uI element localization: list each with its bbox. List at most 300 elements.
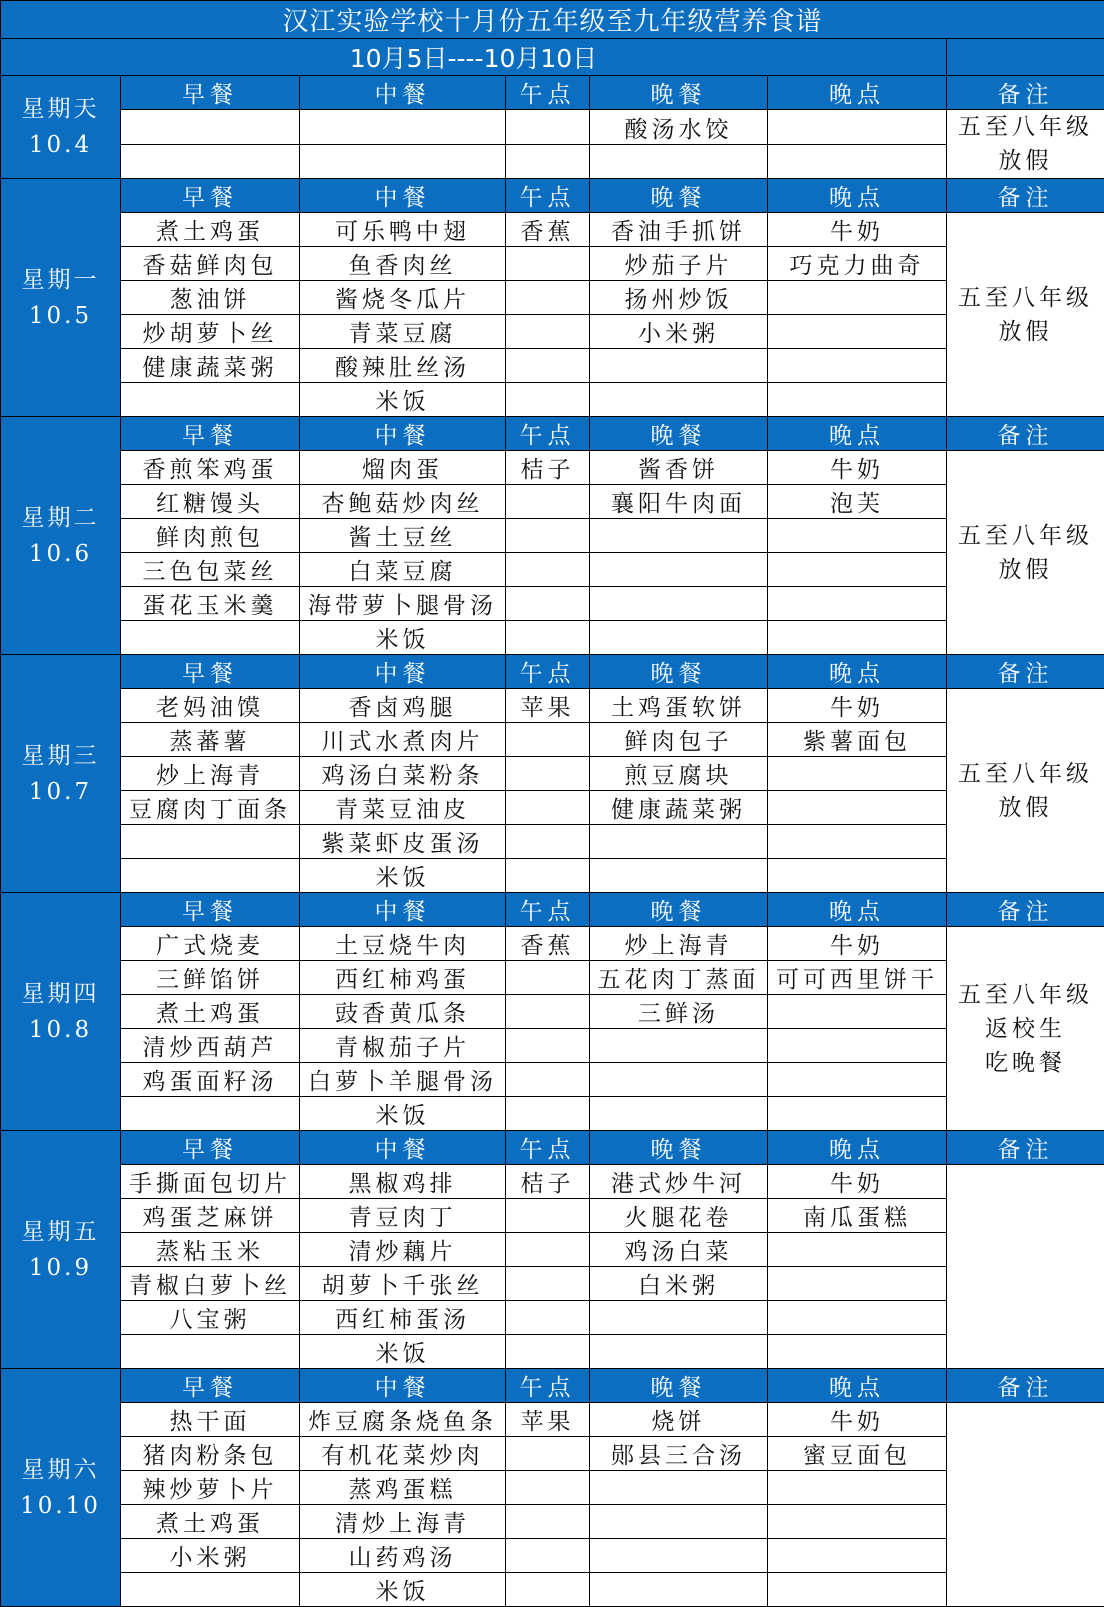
column-header: 中餐 bbox=[300, 1131, 506, 1165]
note-cell bbox=[947, 927, 1104, 1131]
menu-row bbox=[1, 1539, 1104, 1573]
day-header-row bbox=[1, 1369, 1104, 1403]
breakfast-cell: 炒上海青 bbox=[121, 757, 300, 791]
column-header: 中餐 bbox=[300, 1369, 506, 1403]
lunch-cell: 清炒上海青 bbox=[300, 1505, 506, 1539]
breakfast-cell: 蛋花玉米羹 bbox=[121, 587, 300, 621]
night-snack-cell bbox=[768, 281, 947, 315]
breakfast-cell bbox=[121, 621, 300, 655]
noon-snack-cell bbox=[506, 825, 590, 859]
menu-row bbox=[1, 689, 1104, 723]
day-header-row bbox=[1, 179, 1104, 213]
day-date: 10.10 bbox=[1, 1488, 120, 1524]
menu-row bbox=[1, 927, 1104, 961]
night-snack-cell bbox=[768, 383, 947, 417]
column-header: 晚餐 bbox=[590, 179, 768, 213]
weekday: 星期天 bbox=[1, 91, 120, 127]
breakfast-cell: 炒胡萝卜丝 bbox=[121, 315, 300, 349]
column-header: 午点 bbox=[506, 893, 590, 927]
noon-snack-cell bbox=[506, 383, 590, 417]
column-header: 备注 bbox=[947, 417, 1104, 451]
breakfast-cell bbox=[121, 1335, 300, 1369]
column-header: 早餐 bbox=[121, 76, 300, 110]
noon-snack-cell bbox=[506, 1029, 590, 1063]
breakfast-cell: 葱油饼 bbox=[121, 281, 300, 315]
lunch-cell: 杏鲍菇炒肉丝 bbox=[300, 485, 506, 519]
dinner-cell: 酱香饼 bbox=[590, 451, 768, 485]
menu-row bbox=[1, 383, 1104, 417]
menu-row bbox=[1, 1199, 1104, 1233]
column-header: 备注 bbox=[947, 1369, 1104, 1403]
column-header: 早餐 bbox=[121, 1369, 300, 1403]
menu-row bbox=[1, 213, 1104, 247]
dinner-cell: 襄阳牛肉面 bbox=[590, 485, 768, 519]
column-header: 晚点 bbox=[768, 655, 947, 689]
column-header: 中餐 bbox=[300, 179, 506, 213]
menu-row bbox=[1, 1029, 1104, 1063]
dinner-cell: 烧饼 bbox=[590, 1403, 768, 1437]
dinner-cell: 煎豆腐块 bbox=[590, 757, 768, 791]
column-header: 备注 bbox=[947, 76, 1104, 110]
day-header-row bbox=[1, 893, 1104, 927]
noon-snack-cell bbox=[506, 281, 590, 315]
lunch-cell: 白菜豆腐 bbox=[300, 553, 506, 587]
breakfast-cell: 鸡蛋芝麻饼 bbox=[121, 1199, 300, 1233]
day-label bbox=[1, 179, 121, 417]
lunch-cell: 炸豆腐条烧鱼条 bbox=[300, 1403, 506, 1437]
weekday: 星期二 bbox=[1, 500, 120, 536]
noon-snack-cell bbox=[506, 1335, 590, 1369]
night-snack-cell: 巧克力曲奇 bbox=[768, 247, 947, 281]
column-header: 早餐 bbox=[121, 655, 300, 689]
menu-row bbox=[1, 451, 1104, 485]
night-snack-cell bbox=[768, 349, 947, 383]
night-snack-cell: 牛奶 bbox=[768, 213, 947, 247]
note-cell bbox=[947, 213, 1104, 417]
menu-row bbox=[1, 1437, 1104, 1471]
night-snack-cell bbox=[768, 995, 947, 1029]
column-header: 备注 bbox=[947, 1131, 1104, 1165]
night-snack-cell bbox=[768, 1301, 947, 1335]
lunch-cell: 米饭 bbox=[300, 859, 506, 893]
lunch-cell: 有机花菜炒肉 bbox=[300, 1437, 506, 1471]
lunch-cell: 米饭 bbox=[300, 621, 506, 655]
lunch-cell: 青椒茄子片 bbox=[300, 1029, 506, 1063]
menu-row bbox=[1, 247, 1104, 281]
dinner-cell bbox=[590, 621, 768, 655]
breakfast-cell bbox=[121, 145, 300, 179]
column-header: 午点 bbox=[506, 179, 590, 213]
note-line: 五至八年级 bbox=[947, 281, 1104, 315]
menu-row bbox=[1, 110, 1104, 145]
breakfast-cell bbox=[121, 383, 300, 417]
breakfast-cell: 煮土鸡蛋 bbox=[121, 213, 300, 247]
night-snack-cell: 泡芙 bbox=[768, 485, 947, 519]
night-snack-cell bbox=[768, 1471, 947, 1505]
lunch-cell: 鱼香肉丝 bbox=[300, 247, 506, 281]
lunch-cell: 可乐鸭中翅 bbox=[300, 213, 506, 247]
column-header: 午点 bbox=[506, 1131, 590, 1165]
night-snack-cell bbox=[768, 825, 947, 859]
menu-row bbox=[1, 1233, 1104, 1267]
breakfast-cell: 健康蔬菜粥 bbox=[121, 349, 300, 383]
noon-snack-cell bbox=[506, 349, 590, 383]
dinner-cell: 酸汤水饺 bbox=[590, 110, 768, 145]
breakfast-cell: 八宝粥 bbox=[121, 1301, 300, 1335]
menu-row bbox=[1, 315, 1104, 349]
night-snack-cell bbox=[768, 1029, 947, 1063]
breakfast-cell: 热干面 bbox=[121, 1403, 300, 1437]
night-snack-cell bbox=[768, 757, 947, 791]
lunch-cell: 熘肉蛋 bbox=[300, 451, 506, 485]
note-cell bbox=[947, 1403, 1104, 1607]
weekday: 星期四 bbox=[1, 976, 120, 1012]
noon-snack-cell bbox=[506, 553, 590, 587]
night-snack-cell bbox=[768, 1335, 947, 1369]
lunch-cell: 酱土豆丝 bbox=[300, 519, 506, 553]
dinner-cell: 火腿花卷 bbox=[590, 1199, 768, 1233]
night-snack-cell bbox=[768, 859, 947, 893]
noon-snack-cell bbox=[506, 995, 590, 1029]
breakfast-cell: 青椒白萝卜丝 bbox=[121, 1267, 300, 1301]
date-range-blank bbox=[947, 39, 1104, 76]
column-header: 中餐 bbox=[300, 76, 506, 110]
breakfast-cell bbox=[121, 859, 300, 893]
day-date: 10.5 bbox=[1, 298, 120, 334]
dinner-cell bbox=[590, 1029, 768, 1063]
column-header: 午点 bbox=[506, 76, 590, 110]
menu-row bbox=[1, 723, 1104, 757]
breakfast-cell: 红糖馒头 bbox=[121, 485, 300, 519]
breakfast-cell bbox=[121, 1573, 300, 1607]
breakfast-cell: 豆腐肉丁面条 bbox=[121, 791, 300, 825]
breakfast-cell: 清炒西葫芦 bbox=[121, 1029, 300, 1063]
breakfast-cell: 蒸蕃薯 bbox=[121, 723, 300, 757]
day-header-row bbox=[1, 76, 1104, 110]
lunch-cell: 豉香黄瓜条 bbox=[300, 995, 506, 1029]
lunch-cell: 香卤鸡腿 bbox=[300, 689, 506, 723]
column-header: 晚餐 bbox=[590, 417, 768, 451]
dinner-cell: 土鸡蛋软饼 bbox=[590, 689, 768, 723]
column-header: 早餐 bbox=[121, 417, 300, 451]
noon-snack-cell bbox=[506, 315, 590, 349]
dinner-cell: 郧县三合汤 bbox=[590, 1437, 768, 1471]
column-header: 晚点 bbox=[768, 893, 947, 927]
note-line: 放假 bbox=[947, 315, 1104, 349]
note-cell bbox=[947, 1165, 1104, 1369]
dinner-cell: 炒茄子片 bbox=[590, 247, 768, 281]
column-header: 备注 bbox=[947, 179, 1104, 213]
note-line: 五至八年级 bbox=[947, 978, 1104, 1012]
dinner-cell bbox=[590, 383, 768, 417]
night-snack-cell bbox=[768, 1505, 947, 1539]
column-header: 晚点 bbox=[768, 179, 947, 213]
night-snack-cell bbox=[768, 791, 947, 825]
dinner-cell bbox=[590, 587, 768, 621]
column-header: 早餐 bbox=[121, 893, 300, 927]
breakfast-cell bbox=[121, 110, 300, 145]
breakfast-cell: 辣炒萝卜片 bbox=[121, 1471, 300, 1505]
night-snack-cell bbox=[768, 1573, 947, 1607]
night-snack-cell bbox=[768, 1267, 947, 1301]
menu-row bbox=[1, 1165, 1104, 1199]
dinner-cell bbox=[590, 1301, 768, 1335]
day-header-row bbox=[1, 655, 1104, 689]
breakfast-cell: 手撕面包切片 bbox=[121, 1165, 300, 1199]
menu-row bbox=[1, 1403, 1104, 1437]
column-header: 晚餐 bbox=[590, 893, 768, 927]
dinner-cell bbox=[590, 1505, 768, 1539]
lunch-cell: 米饭 bbox=[300, 383, 506, 417]
noon-snack-cell bbox=[506, 485, 590, 519]
dinner-cell bbox=[590, 1573, 768, 1607]
column-header: 中餐 bbox=[300, 655, 506, 689]
day-label bbox=[1, 1369, 121, 1607]
lunch-cell: 青豆肉丁 bbox=[300, 1199, 506, 1233]
lunch-cell: 酸辣肚丝汤 bbox=[300, 349, 506, 383]
menu-row bbox=[1, 995, 1104, 1029]
date-range-row bbox=[1, 39, 1104, 76]
sheet-title: 汉江实验学校十月份五年级至九年级营养食谱 bbox=[1, 1, 1104, 39]
breakfast-cell: 猪肉粉条包 bbox=[121, 1437, 300, 1471]
menu-row bbox=[1, 791, 1104, 825]
night-snack-cell bbox=[768, 1063, 947, 1097]
noon-snack-cell bbox=[506, 1539, 590, 1573]
night-snack-cell: 牛奶 bbox=[768, 1165, 947, 1199]
menu-row bbox=[1, 349, 1104, 383]
noon-snack-cell bbox=[506, 859, 590, 893]
night-snack-cell: 可可西里饼干 bbox=[768, 961, 947, 995]
column-header: 备注 bbox=[947, 655, 1104, 689]
dinner-cell bbox=[590, 519, 768, 553]
noon-snack-cell bbox=[506, 1573, 590, 1607]
noon-snack-cell bbox=[506, 1437, 590, 1471]
lunch-cell: 川式水煮肉片 bbox=[300, 723, 506, 757]
menu-row bbox=[1, 1505, 1104, 1539]
night-snack-cell: 牛奶 bbox=[768, 689, 947, 723]
noon-snack-cell bbox=[506, 1063, 590, 1097]
noon-snack-cell bbox=[506, 1301, 590, 1335]
day-date: 10.7 bbox=[1, 774, 120, 810]
breakfast-cell: 鲜肉煎包 bbox=[121, 519, 300, 553]
column-header: 晚点 bbox=[768, 1369, 947, 1403]
lunch-cell: 清炒藕片 bbox=[300, 1233, 506, 1267]
menu-row bbox=[1, 859, 1104, 893]
menu-row bbox=[1, 145, 1104, 179]
breakfast-cell: 香菇鲜肉包 bbox=[121, 247, 300, 281]
noon-snack-cell bbox=[506, 145, 590, 179]
column-header: 晚点 bbox=[768, 76, 947, 110]
noon-snack-cell bbox=[506, 587, 590, 621]
night-snack-cell: 牛奶 bbox=[768, 1403, 947, 1437]
noon-snack-cell: 桔子 bbox=[506, 451, 590, 485]
dinner-cell bbox=[590, 1063, 768, 1097]
noon-snack-cell bbox=[506, 723, 590, 757]
dinner-cell: 白米粥 bbox=[590, 1267, 768, 1301]
night-snack-cell bbox=[768, 1539, 947, 1573]
noon-snack-cell bbox=[506, 1233, 590, 1267]
noon-snack-cell bbox=[506, 1199, 590, 1233]
breakfast-cell: 鸡蛋面籽汤 bbox=[121, 1063, 300, 1097]
dinner-cell: 鸡汤白菜 bbox=[590, 1233, 768, 1267]
column-header: 晚餐 bbox=[590, 1369, 768, 1403]
weekday: 星期一 bbox=[1, 262, 120, 298]
noon-snack-cell bbox=[506, 961, 590, 995]
menu-row bbox=[1, 621, 1104, 655]
day-header-row bbox=[1, 1131, 1104, 1165]
weekday: 星期三 bbox=[1, 738, 120, 774]
night-snack-cell: 牛奶 bbox=[768, 927, 947, 961]
note-line: 返校生 bbox=[947, 1012, 1104, 1046]
column-header: 早餐 bbox=[121, 1131, 300, 1165]
menu-row bbox=[1, 485, 1104, 519]
dinner-cell: 炒上海青 bbox=[590, 927, 768, 961]
dinner-cell: 三鲜汤 bbox=[590, 995, 768, 1029]
menu-row bbox=[1, 519, 1104, 553]
day-date: 10.6 bbox=[1, 536, 120, 572]
noon-snack-cell bbox=[506, 621, 590, 655]
weekday: 星期六 bbox=[1, 1452, 120, 1488]
breakfast-cell: 三鲜馅饼 bbox=[121, 961, 300, 995]
lunch-cell: 西红柿鸡蛋 bbox=[300, 961, 506, 995]
menu-row bbox=[1, 553, 1104, 587]
night-snack-cell: 南瓜蛋糕 bbox=[768, 1199, 947, 1233]
breakfast-cell: 小米粥 bbox=[121, 1539, 300, 1573]
noon-snack-cell bbox=[506, 1097, 590, 1131]
note-line: 五至八年级 bbox=[947, 519, 1104, 553]
day-date: 10.9 bbox=[1, 1250, 120, 1286]
note-cell bbox=[947, 110, 1104, 179]
day-label bbox=[1, 1131, 121, 1369]
dinner-cell bbox=[590, 825, 768, 859]
dinner-cell bbox=[590, 859, 768, 893]
column-header: 早餐 bbox=[121, 179, 300, 213]
dinner-cell: 五花肉丁蒸面 bbox=[590, 961, 768, 995]
column-header: 晚餐 bbox=[590, 76, 768, 110]
dinner-cell: 鲜肉包子 bbox=[590, 723, 768, 757]
dinner-cell bbox=[590, 1471, 768, 1505]
column-header: 中餐 bbox=[300, 417, 506, 451]
lunch-cell: 西红柿蛋汤 bbox=[300, 1301, 506, 1335]
noon-snack-cell: 苹果 bbox=[506, 689, 590, 723]
lunch-cell: 紫菜虾皮蛋汤 bbox=[300, 825, 506, 859]
night-snack-cell bbox=[768, 145, 947, 179]
breakfast-cell: 煮土鸡蛋 bbox=[121, 1505, 300, 1539]
lunch-cell: 胡萝卜千张丝 bbox=[300, 1267, 506, 1301]
column-header: 晚点 bbox=[768, 1131, 947, 1165]
lunch-cell: 鸡汤白菜粉条 bbox=[300, 757, 506, 791]
day-label bbox=[1, 76, 121, 179]
night-snack-cell bbox=[768, 1097, 947, 1131]
note-line: 放假 bbox=[947, 791, 1104, 825]
note-line: 放假 bbox=[947, 553, 1104, 587]
day-date: 10.8 bbox=[1, 1012, 120, 1048]
menu-row bbox=[1, 1267, 1104, 1301]
weekday: 星期五 bbox=[1, 1214, 120, 1250]
noon-snack-cell bbox=[506, 519, 590, 553]
night-snack-cell bbox=[768, 315, 947, 349]
breakfast-cell: 香煎笨鸡蛋 bbox=[121, 451, 300, 485]
night-snack-cell bbox=[768, 553, 947, 587]
menu-row bbox=[1, 1063, 1104, 1097]
lunch-cell: 青菜豆油皮 bbox=[300, 791, 506, 825]
lunch-cell: 米饭 bbox=[300, 1097, 506, 1131]
night-snack-cell bbox=[768, 110, 947, 145]
note-line: 五至八年级 bbox=[947, 757, 1104, 791]
menu-row bbox=[1, 587, 1104, 621]
dinner-cell: 港式炒牛河 bbox=[590, 1165, 768, 1199]
dinner-cell bbox=[590, 349, 768, 383]
noon-snack-cell: 香蕉 bbox=[506, 213, 590, 247]
note-line: 五至八年级 bbox=[947, 110, 1104, 144]
lunch-cell: 青菜豆腐 bbox=[300, 315, 506, 349]
noon-snack-cell: 苹果 bbox=[506, 1403, 590, 1437]
noon-snack-cell: 香蕉 bbox=[506, 927, 590, 961]
menu-row bbox=[1, 825, 1104, 859]
breakfast-cell bbox=[121, 1097, 300, 1131]
lunch-cell: 山药鸡汤 bbox=[300, 1539, 506, 1573]
dinner-cell: 小米粥 bbox=[590, 315, 768, 349]
note-cell bbox=[947, 451, 1104, 655]
breakfast-cell: 老妈油馍 bbox=[121, 689, 300, 723]
breakfast-cell: 煮土鸡蛋 bbox=[121, 995, 300, 1029]
night-snack-cell: 蜜豆面包 bbox=[768, 1437, 947, 1471]
noon-snack-cell bbox=[506, 757, 590, 791]
night-snack-cell bbox=[768, 587, 947, 621]
lunch-cell bbox=[300, 110, 506, 145]
column-header: 午点 bbox=[506, 1369, 590, 1403]
lunch-cell: 黑椒鸡排 bbox=[300, 1165, 506, 1199]
night-snack-cell bbox=[768, 621, 947, 655]
dinner-cell bbox=[590, 1097, 768, 1131]
dinner-cell bbox=[590, 553, 768, 587]
column-header: 晚点 bbox=[768, 417, 947, 451]
day-label bbox=[1, 655, 121, 893]
day-date: 10.4 bbox=[1, 127, 120, 163]
dinner-cell bbox=[590, 145, 768, 179]
breakfast-cell: 三色包菜丝 bbox=[121, 553, 300, 587]
dinner-cell bbox=[590, 1539, 768, 1573]
lunch-cell: 海带萝卜腿骨汤 bbox=[300, 587, 506, 621]
breakfast-cell: 广式烧麦 bbox=[121, 927, 300, 961]
menu-row bbox=[1, 961, 1104, 995]
date-range: 10月5日----10月10日 bbox=[1, 39, 947, 76]
breakfast-cell bbox=[121, 825, 300, 859]
column-header: 晚餐 bbox=[590, 655, 768, 689]
night-snack-cell: 牛奶 bbox=[768, 451, 947, 485]
lunch-cell: 米饭 bbox=[300, 1573, 506, 1607]
dinner-cell: 扬州炒饭 bbox=[590, 281, 768, 315]
menu-row bbox=[1, 757, 1104, 791]
day-header-row bbox=[1, 417, 1104, 451]
dinner-cell: 香油手抓饼 bbox=[590, 213, 768, 247]
title-row bbox=[1, 1, 1104, 39]
noon-snack-cell bbox=[506, 1471, 590, 1505]
lunch-cell: 蒸鸡蛋糕 bbox=[300, 1471, 506, 1505]
lunch-cell: 白萝卜羊腿骨汤 bbox=[300, 1063, 506, 1097]
menu-row bbox=[1, 281, 1104, 315]
noon-snack-cell bbox=[506, 1505, 590, 1539]
noon-snack-cell bbox=[506, 110, 590, 145]
menu-row bbox=[1, 1573, 1104, 1607]
lunch-cell: 米饭 bbox=[300, 1335, 506, 1369]
menu-row bbox=[1, 1097, 1104, 1131]
night-snack-cell: 紫薯面包 bbox=[768, 723, 947, 757]
dinner-cell: 健康蔬菜粥 bbox=[590, 791, 768, 825]
noon-snack-cell bbox=[506, 1267, 590, 1301]
noon-snack-cell bbox=[506, 791, 590, 825]
day-label bbox=[1, 893, 121, 1131]
